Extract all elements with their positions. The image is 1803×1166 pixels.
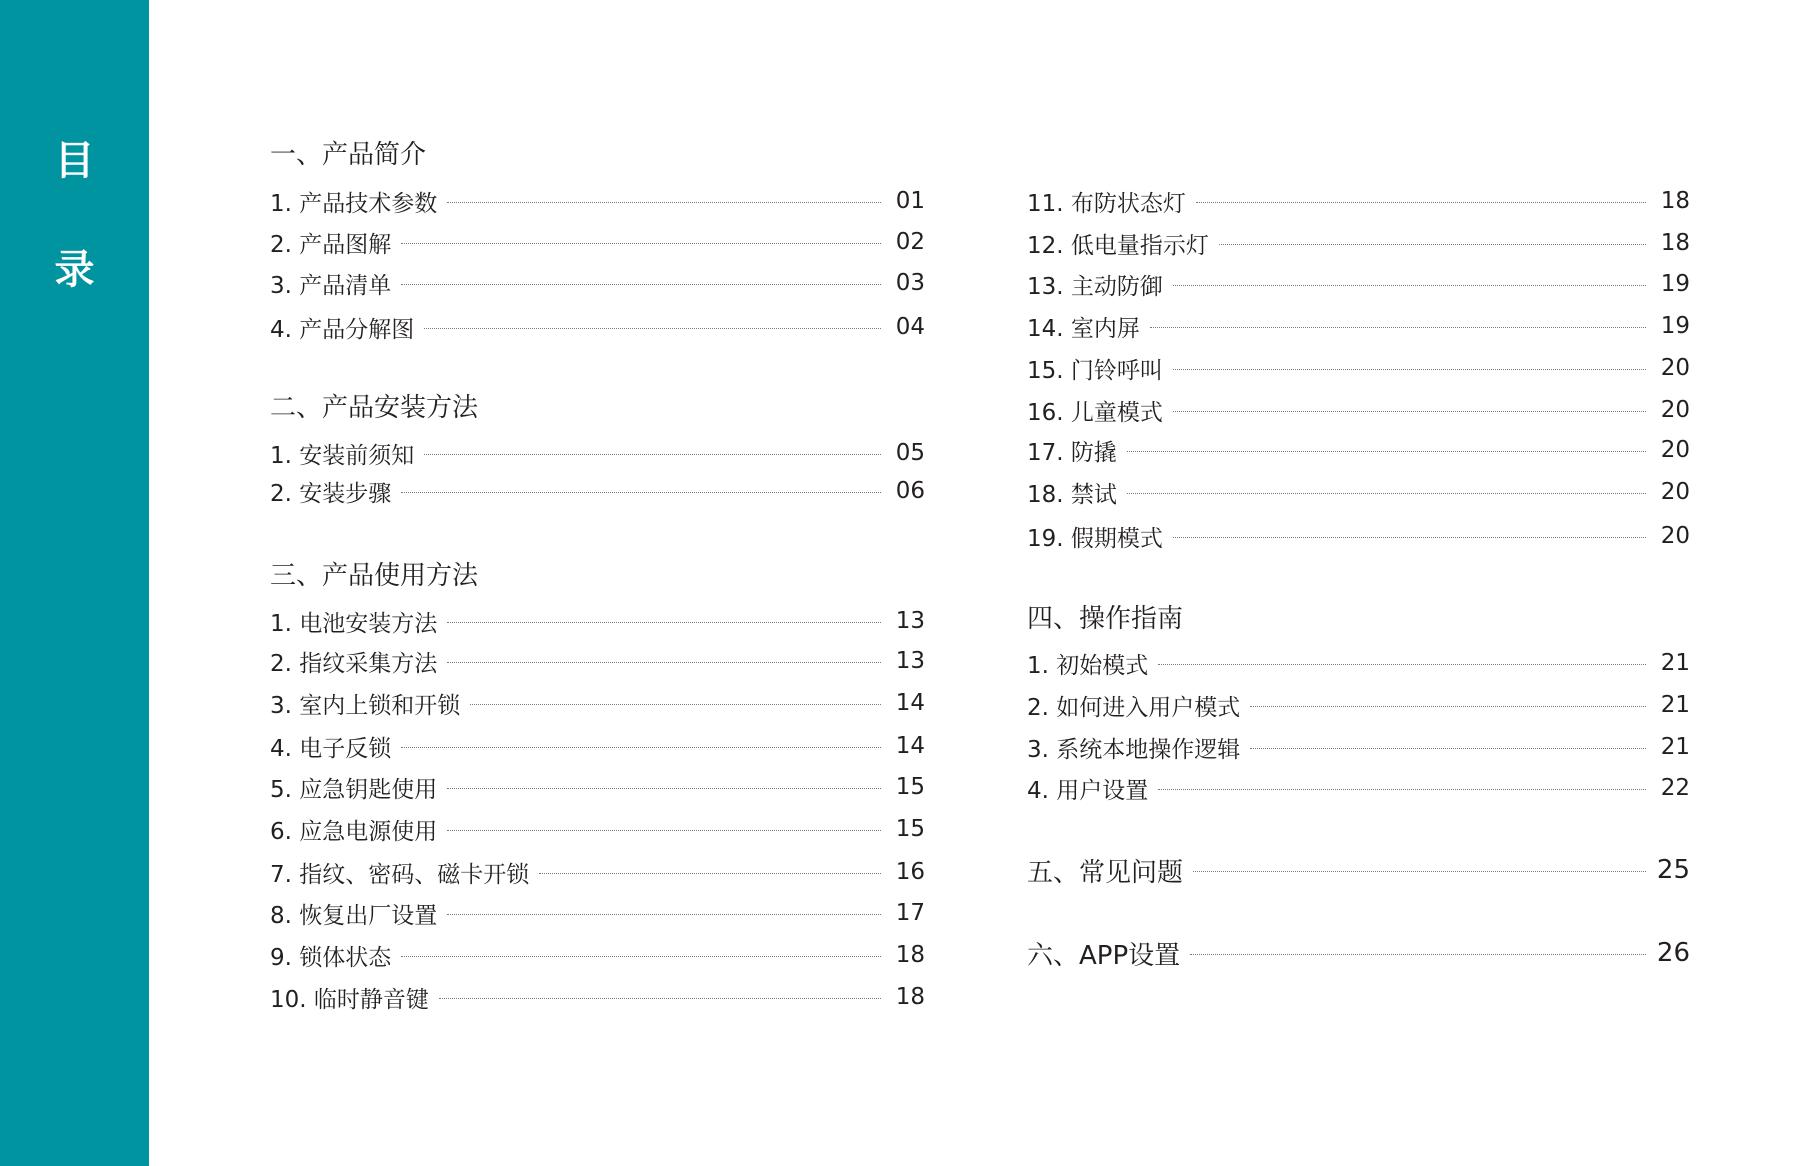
entry-label: 6. 应急电源使用 xyxy=(270,818,438,845)
toc-entry[interactable] xyxy=(270,688,925,718)
toc-entry[interactable] xyxy=(270,268,925,298)
page-number: 15 xyxy=(895,816,925,842)
toc-entry[interactable] xyxy=(270,186,925,216)
toc-entry[interactable] xyxy=(270,227,925,257)
toc-entry[interactable] xyxy=(270,857,925,887)
dot-leader xyxy=(424,328,881,329)
dot-leader xyxy=(1150,327,1646,328)
entry-label: 11. 布防状态灯 xyxy=(1027,190,1186,217)
toc-entry[interactable] xyxy=(1027,311,1690,341)
entry-label: 4. 产品分解图 xyxy=(270,316,415,343)
page-number: 13 xyxy=(895,608,925,634)
toc-entry[interactable] xyxy=(1027,773,1690,803)
dot-leader xyxy=(539,873,881,874)
dot-leader xyxy=(401,747,881,748)
dot-leader xyxy=(1250,706,1646,707)
toc-title-bottom: 录 xyxy=(54,247,95,293)
toc-entry[interactable] xyxy=(1027,228,1690,258)
section-label: 五、常见问题 xyxy=(1027,857,1184,888)
toc-entry[interactable] xyxy=(270,606,925,636)
toc-entry[interactable] xyxy=(1027,395,1690,425)
entry-label: 2. 指纹采集方法 xyxy=(270,650,438,677)
toc-entry[interactable] xyxy=(1027,521,1690,551)
toc-left-column xyxy=(270,0,925,1166)
dot-leader xyxy=(1158,664,1646,665)
page-number: 25 xyxy=(1656,855,1690,885)
toc-entry[interactable] xyxy=(1027,477,1690,507)
page-number: 19 xyxy=(1660,313,1690,339)
entry-label: 8. 恢复出厂设置 xyxy=(270,902,438,929)
page-number: 18 xyxy=(1660,188,1690,214)
page-number: 18 xyxy=(1660,230,1690,256)
page-number: 21 xyxy=(1660,692,1690,718)
dot-leader xyxy=(447,662,881,663)
dot-leader xyxy=(1219,244,1646,245)
dot-leader xyxy=(401,284,881,285)
page-number: 21 xyxy=(1660,650,1690,676)
toc-entry[interactable] xyxy=(1027,186,1690,216)
dot-leader xyxy=(1190,954,1646,955)
entry-label: 14. 室内屏 xyxy=(1027,315,1140,342)
toc-right-column xyxy=(1027,0,1690,1166)
section-heading: 四、操作指南 xyxy=(1027,604,1184,634)
dot-leader xyxy=(439,998,881,999)
dot-leader xyxy=(401,243,881,244)
page-number: 20 xyxy=(1660,355,1690,381)
entry-label: 18. 禁试 xyxy=(1027,481,1117,508)
toc-entry[interactable] xyxy=(270,814,925,844)
entry-label: 3. 产品清单 xyxy=(270,272,392,299)
dot-leader xyxy=(1196,202,1646,203)
toc-section-entry[interactable] xyxy=(1027,855,1690,888)
page-number: 14 xyxy=(895,690,925,716)
entry-label: 4. 用户设置 xyxy=(1027,777,1149,804)
toc-entry[interactable] xyxy=(1027,269,1690,299)
page-number: 01 xyxy=(895,188,925,214)
page-number: 06 xyxy=(895,478,925,504)
entry-label: 19. 假期模式 xyxy=(1027,525,1163,552)
toc-entry[interactable] xyxy=(270,438,925,468)
page-number: 14 xyxy=(895,733,925,759)
toc-entry[interactable] xyxy=(1027,690,1690,720)
page-number: 20 xyxy=(1660,523,1690,549)
entry-label: 4. 电子反锁 xyxy=(270,735,392,762)
dot-leader xyxy=(1127,493,1646,494)
toc-entry[interactable] xyxy=(270,898,925,928)
toc-entry[interactable] xyxy=(1027,435,1690,465)
page-number: 22 xyxy=(1660,775,1690,801)
dot-leader xyxy=(1127,451,1646,452)
dot-leader xyxy=(424,454,881,455)
page-number: 16 xyxy=(895,859,925,885)
entry-label: 7. 指纹、密码、磁卡开锁 xyxy=(270,861,530,888)
page-number: 21 xyxy=(1660,734,1690,760)
page-number: 15 xyxy=(895,774,925,800)
sidebar xyxy=(0,0,149,1166)
entry-label: 1. 安装前须知 xyxy=(270,442,415,469)
entry-label: 17. 防撬 xyxy=(1027,439,1117,466)
entry-label: 1. 产品技术参数 xyxy=(270,190,438,217)
dot-leader xyxy=(1193,871,1646,872)
toc-entry[interactable] xyxy=(270,940,925,970)
dot-leader xyxy=(401,492,881,493)
toc-entry[interactable] xyxy=(1027,648,1690,678)
section-heading: 二、产品安装方法 xyxy=(270,393,479,423)
toc-entry[interactable] xyxy=(270,731,925,761)
toc-entry[interactable] xyxy=(270,476,925,506)
page-number: 17 xyxy=(895,900,925,926)
entry-label: 5. 应急钥匙使用 xyxy=(270,776,438,803)
entry-label: 1. 电池安装方法 xyxy=(270,610,438,637)
entry-label: 9. 锁体状态 xyxy=(270,944,392,971)
page-number: 02 xyxy=(895,229,925,255)
dot-leader xyxy=(1250,748,1646,749)
entry-label: 1. 初始模式 xyxy=(1027,652,1149,679)
page-number: 18 xyxy=(895,942,925,968)
dot-leader xyxy=(1173,537,1646,538)
dot-leader xyxy=(1158,789,1646,790)
page-number: 19 xyxy=(1660,271,1690,297)
toc-entry[interactable] xyxy=(270,312,925,342)
section-label: 六、APP设置 xyxy=(1027,940,1181,971)
page-number: 18 xyxy=(895,984,925,1010)
entry-label: 10. 临时静音键 xyxy=(270,986,429,1013)
page-number: 20 xyxy=(1660,479,1690,505)
page-number: 26 xyxy=(1656,938,1690,968)
toc-entry[interactable] xyxy=(270,772,925,802)
dot-leader xyxy=(401,956,881,957)
toc-section-entry[interactable] xyxy=(1027,938,1690,971)
page-number: 20 xyxy=(1660,437,1690,463)
entry-label: 2. 安装步骤 xyxy=(270,480,392,507)
entry-label: 2. 如何进入用户模式 xyxy=(1027,694,1241,721)
toc-entry[interactable] xyxy=(270,982,925,1012)
page-number: 03 xyxy=(895,270,925,296)
dot-leader xyxy=(1173,411,1646,412)
entry-label: 3. 室内上锁和开锁 xyxy=(270,692,461,719)
page-number: 13 xyxy=(895,648,925,674)
dot-leader xyxy=(447,202,881,203)
entry-label: 13. 主动防御 xyxy=(1027,273,1163,300)
dot-leader xyxy=(1173,285,1646,286)
dot-leader xyxy=(447,830,881,831)
toc-entry[interactable] xyxy=(1027,732,1690,762)
dot-leader xyxy=(447,914,881,915)
toc-entry[interactable] xyxy=(1027,353,1690,383)
toc-entry[interactable] xyxy=(270,646,925,676)
dot-leader xyxy=(447,622,881,623)
dot-leader xyxy=(447,788,881,789)
page-number: 05 xyxy=(895,440,925,466)
entry-label: 16. 儿童模式 xyxy=(1027,399,1163,426)
entry-label: 3. 系统本地操作逻辑 xyxy=(1027,736,1241,763)
toc-title-top: 目 xyxy=(54,138,95,184)
entry-label: 12. 低电量指示灯 xyxy=(1027,232,1209,259)
dot-leader xyxy=(1173,369,1646,370)
page-number: 04 xyxy=(895,314,925,340)
entry-label: 15. 门铃呼叫 xyxy=(1027,357,1163,384)
entry-label: 2. 产品图解 xyxy=(270,231,392,258)
section-heading: 一、产品简介 xyxy=(270,140,427,170)
page-number: 20 xyxy=(1660,397,1690,423)
section-heading: 三、产品使用方法 xyxy=(270,561,479,591)
dot-leader xyxy=(470,704,881,705)
